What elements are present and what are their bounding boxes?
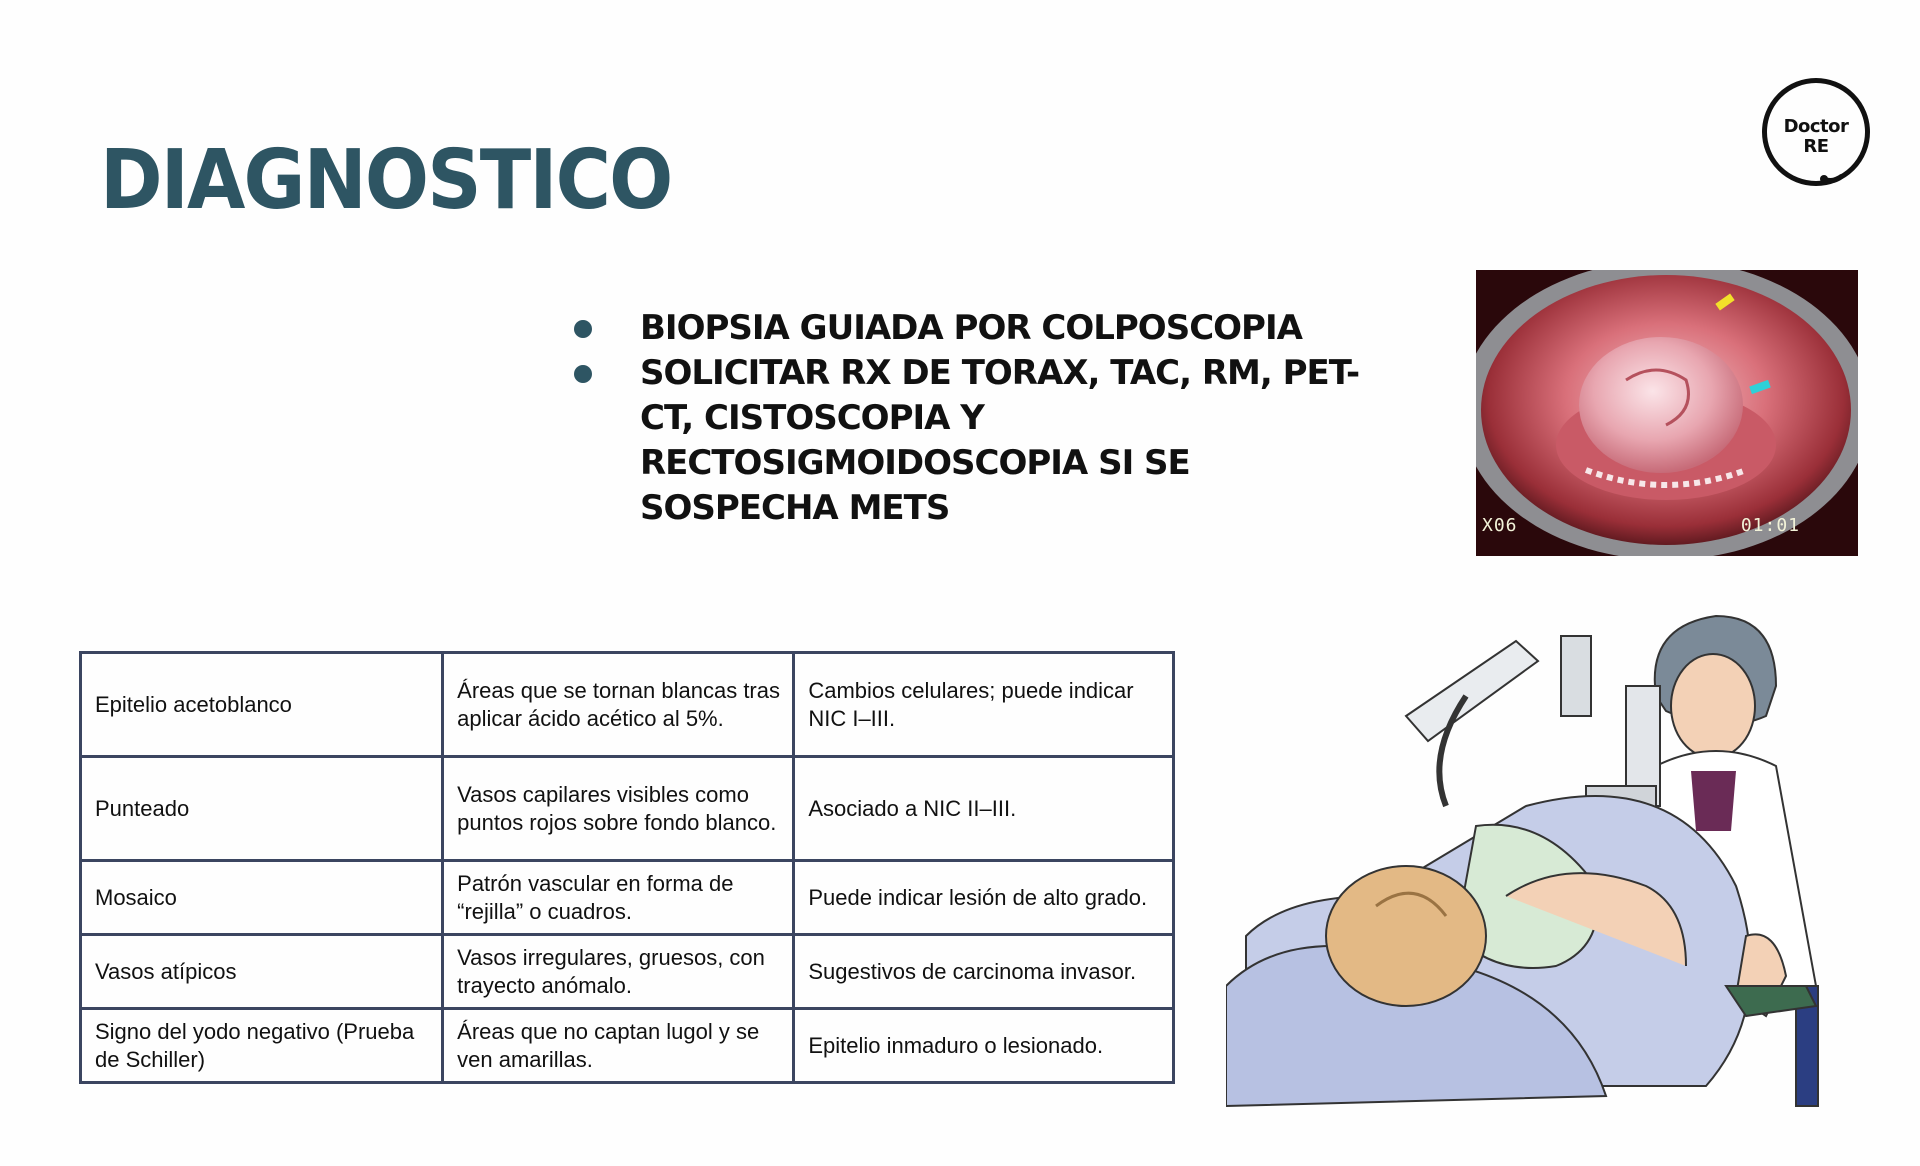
description-cell: Vasos capilares visibles como puntos rojos sobre fondo blanco. [443,757,794,861]
significance-cell: Cambios celulares; puede indicar NIC I–III. [794,653,1174,757]
doctor-re-logo [1762,78,1870,186]
logo-line-2: RE [1803,136,1829,157]
significance-cell: Sugestivos de carcinoma invasor. [794,935,1174,1009]
bullet-text: SOLICITAR RX DE TORAX, TAC, RM, PET-CT, CISTOSCOPIA Y RECTOSIGMOIDOSCOPIA SI SE SOSPECHA METS [640,353,1360,528]
finding-cell: Mosaico [81,861,443,935]
zoom-label: X06 [1482,515,1518,536]
finding-cell: Vasos atípicos [81,935,443,1009]
finding-cell: Punteado [81,757,443,861]
time-label: 01:01 [1740,515,1800,536]
bullet-text: BIOPSIA GUIADA POR COLPOSCOPIA [640,308,1302,348]
description-cell: Áreas que se tornan blancas tras aplicar ácido acético al 5%. [443,653,794,757]
colposcopy-photo [1476,270,1858,556]
bullet-dot-icon [574,365,592,383]
bullet-item [574,351,1394,531]
finding-cell: Epitelio acetoblanco [81,653,443,757]
finding-cell: Signo del yodo negativo (Prueba de Schiller) [81,1009,443,1083]
description-cell: Patrón vascular en forma de “rejilla” o cuadros. [443,861,794,935]
significance-cell: Asociado a NIC II–III. [794,757,1174,861]
significance-cell: Puede indicar lesión de alto grado. [794,861,1174,935]
table-row [81,1009,1174,1083]
table-row [81,653,1174,757]
doctor-patient-illustration [1226,606,1826,1112]
bullet-list [574,306,1394,531]
table-row [81,861,1174,935]
colposcopy-exam-illustration [1226,606,1826,1112]
bullet-item [574,306,1394,351]
logo-text [1767,117,1865,157]
table-row [81,757,1174,861]
description-cell: Áreas que no captan lugol y se ven amarillas. [443,1009,794,1083]
description-cell: Vasos irregulares, gruesos, con trayecto anómalo. [443,935,794,1009]
colposcopy-image [1476,270,1858,556]
table-row [81,935,1174,1009]
colposcopy-findings-table [79,651,1175,1084]
bullet-dot-icon [574,320,592,338]
slide-title: DIAGNOSTICO [100,133,672,228]
logo-line-1: Doctor [1783,116,1849,137]
significance-cell: Epitelio inmaduro o lesionado. [794,1009,1174,1083]
